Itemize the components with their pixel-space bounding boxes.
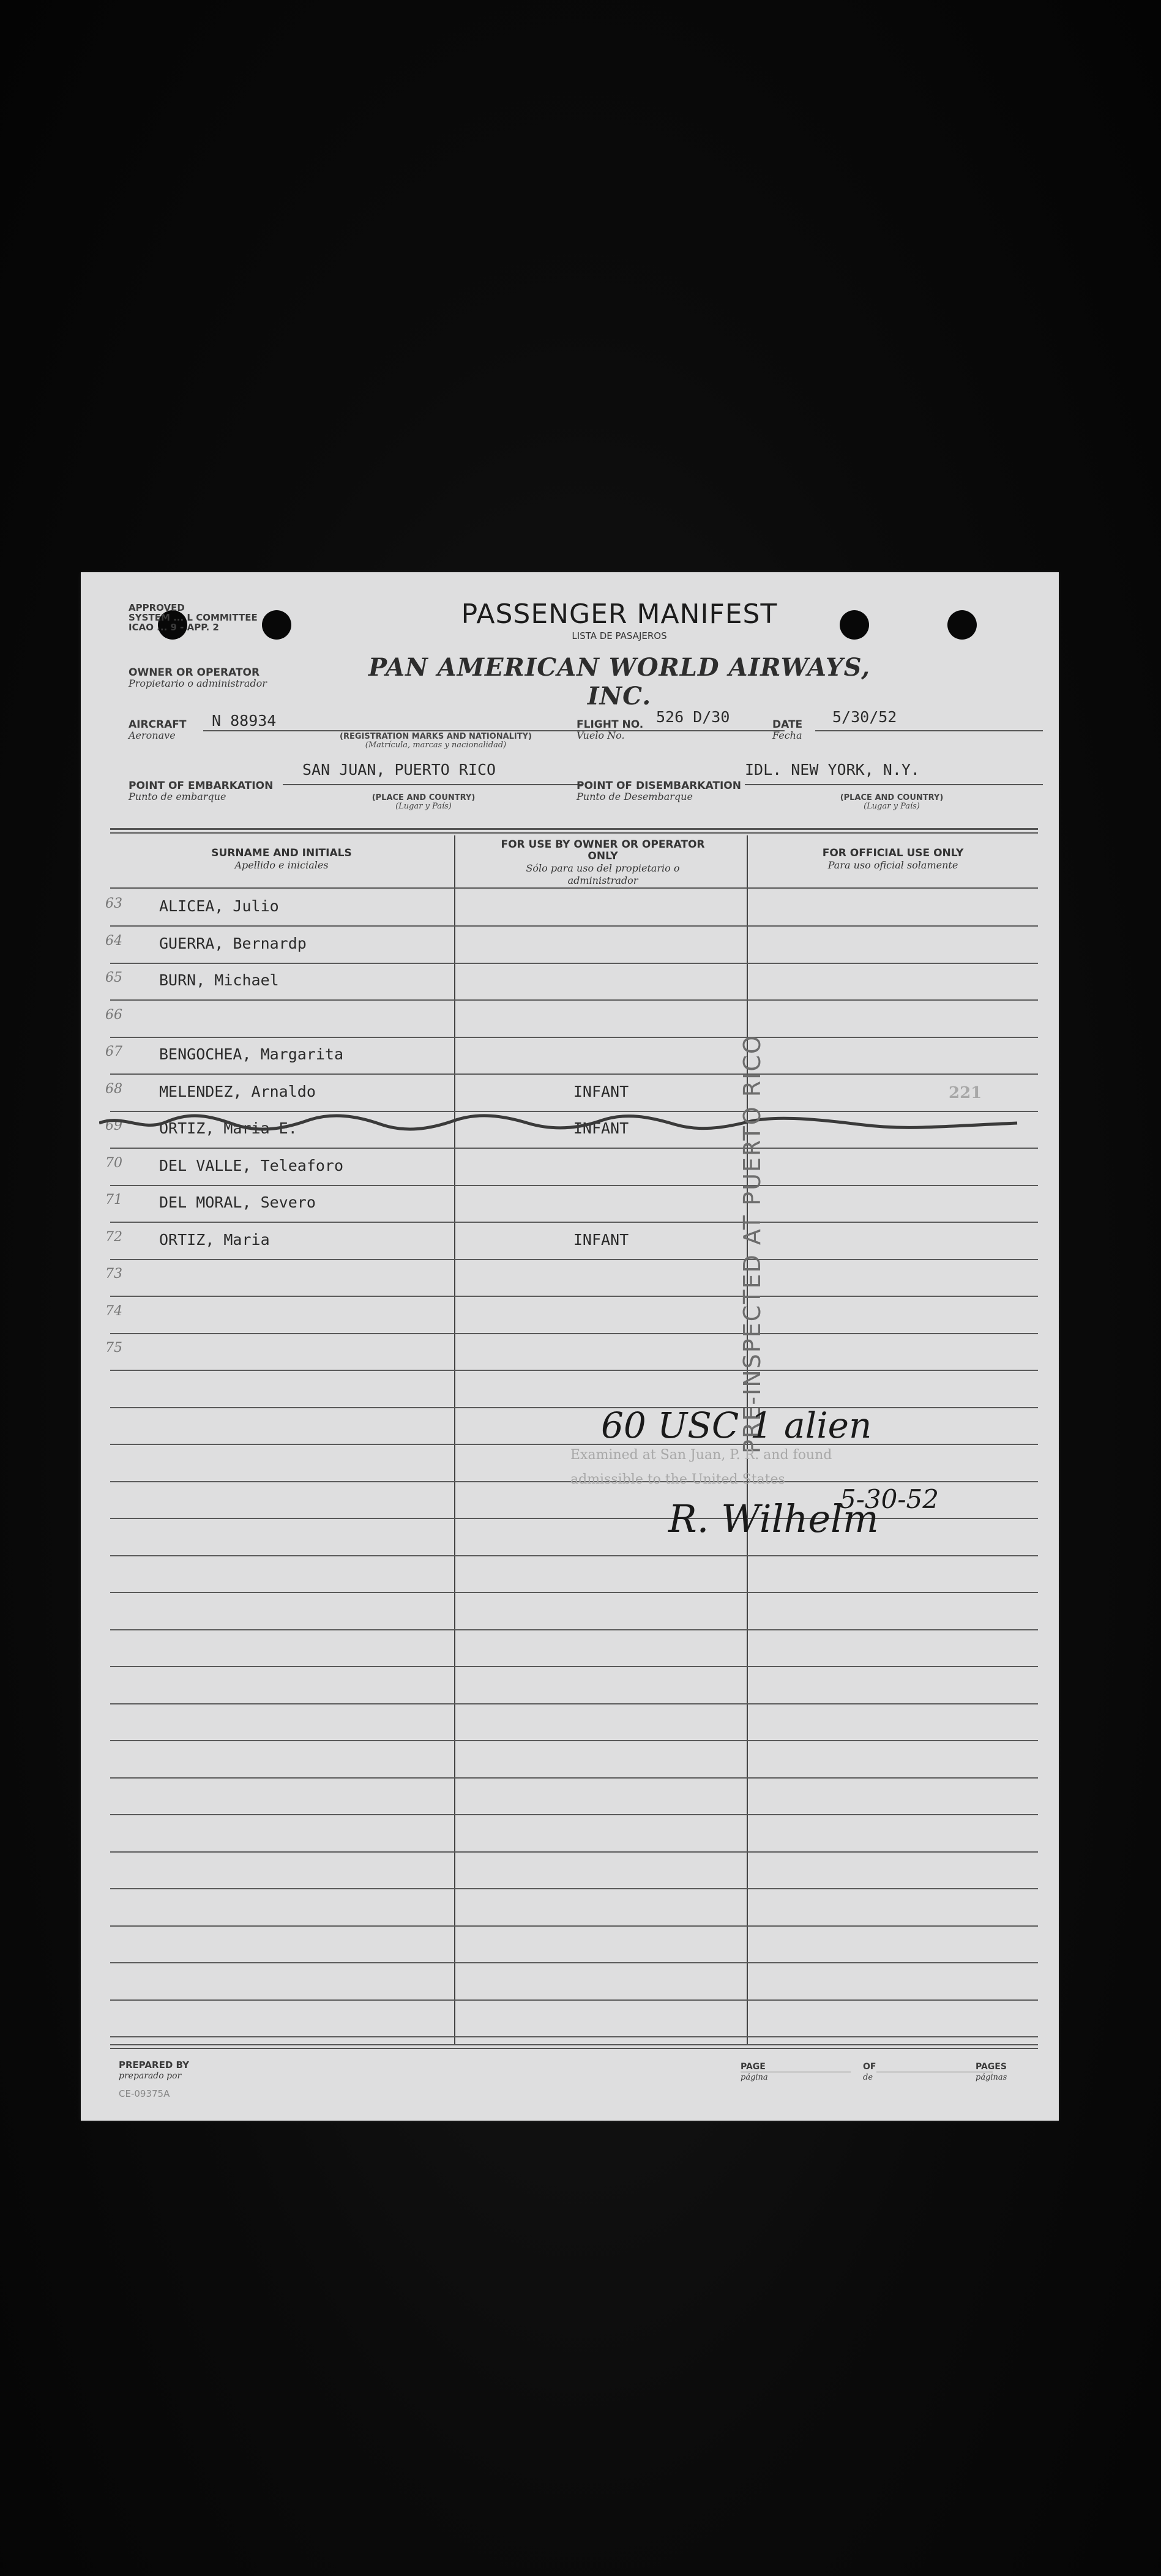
table-row xyxy=(110,1370,1038,1408)
passenger-name: BURN, Michael xyxy=(159,971,279,989)
aircraft-number: N 88934 xyxy=(212,712,277,730)
table-row xyxy=(110,1999,1038,2037)
page-subtitle: LISTA DE PASAJEROS xyxy=(572,630,667,641)
owner-name: PAN AMERICAN WORLD AIRWAYS, INC. xyxy=(368,653,870,711)
flight-number: 526 D/30 xyxy=(656,708,730,726)
passenger-remark: INFANT xyxy=(573,1082,629,1100)
row-number: 63 xyxy=(105,896,122,911)
page-label: PAGE página xyxy=(741,2062,768,2082)
official-faint-number: 221 xyxy=(949,1084,982,1102)
footer-top-line xyxy=(110,2044,1038,2045)
prepared-by-label: PREPARED BY preparado por xyxy=(119,2059,189,2081)
table-row xyxy=(110,1555,1038,1593)
col-official-header: FOR OFFICIAL USE ONLY Para uso oficial solamente xyxy=(822,847,964,871)
of-label: OF de xyxy=(863,2062,876,2082)
aircraft-label: AIRCRAFT Aeronave xyxy=(129,719,187,741)
table-row xyxy=(105,1222,1038,1260)
row-number: 68 xyxy=(105,1081,122,1097)
embarkation-underline xyxy=(283,784,583,785)
table-row xyxy=(105,889,1038,927)
handwritten-signature: R. Wilhelm xyxy=(668,1496,879,1541)
row-number: 74 xyxy=(105,1303,122,1319)
passenger-name: GUERRA, Bernardp xyxy=(159,934,307,952)
row-number: 70 xyxy=(105,1155,122,1171)
embarkation-value: SAN JUAN, PUERTO RICO xyxy=(302,761,496,778)
owner-label: OWNER OR OPERATOR Propietario o administrador xyxy=(129,666,267,689)
table-row xyxy=(110,1777,1038,1815)
passenger-name: MELENDEZ, Arnaldo xyxy=(159,1082,316,1100)
embarkation-place-caption: (PLACE AND COUNTRY) (Lugar y País) xyxy=(371,793,476,811)
table-row xyxy=(105,1296,1038,1334)
embarkation-label: POINT OF EMBARKATION Punto de embarque xyxy=(129,780,274,802)
passenger-name: ORTIZ, Maria E. xyxy=(159,1119,297,1137)
footer-top-line-2 xyxy=(110,2048,1038,2049)
passenger-remark: INFANT xyxy=(573,1230,629,1249)
table-row xyxy=(110,1741,1038,1779)
table-row xyxy=(110,1407,1038,1445)
disembarkation-place-caption: (PLACE AND COUNTRY) (Lugar y País) xyxy=(840,793,944,811)
table-row xyxy=(110,1592,1038,1630)
table-row xyxy=(110,1629,1038,1667)
page-title: PASSENGER MANIFEST xyxy=(461,599,778,630)
row-number: 71 xyxy=(105,1192,122,1208)
row-number: 67 xyxy=(105,1044,122,1059)
passenger-remark: INFANT xyxy=(573,1119,629,1137)
disembarkation-underline xyxy=(745,784,1043,785)
table-row xyxy=(105,1185,1038,1223)
table-row xyxy=(110,1851,1038,1889)
handwritten-date: 5-30-52 xyxy=(840,1484,939,1514)
passenger-name: DEL MORAL, Severo xyxy=(159,1193,316,1211)
row-number: 72 xyxy=(105,1229,122,1245)
passenger-table xyxy=(105,835,1038,2044)
table-row xyxy=(110,1815,1038,1853)
table-row xyxy=(110,1963,1038,2001)
registration-caption: (REGISTRATION MARKS AND NATIONALITY) (Matrícula, marcas y nacionalidad) xyxy=(340,732,532,750)
date-underline xyxy=(815,730,1043,731)
flight-underline xyxy=(650,730,785,731)
table-row xyxy=(110,1703,1038,1741)
col-owner-header: FOR USE BY OWNER OR OPERATOR ONLY Sólo para uso del propietario o administrador xyxy=(501,838,705,886)
table-row xyxy=(110,1889,1038,1927)
table-header xyxy=(110,835,1038,887)
manifest-sheet xyxy=(81,572,1059,2121)
table-row xyxy=(110,1925,1038,1963)
punch-hole-icon xyxy=(947,610,977,640)
table-row xyxy=(110,1667,1038,1704)
table-row xyxy=(105,1148,1038,1186)
row-number: 69 xyxy=(105,1118,122,1133)
table-row xyxy=(105,926,1038,964)
pre-inspected-stamp: PRE-INSPECTED AT PUERTO RICO xyxy=(739,1034,766,1454)
form-number: CE-09375A xyxy=(119,2088,170,2099)
date-label: DATE Fecha xyxy=(772,719,803,741)
passenger-name: DEL VALLE, Teleaforo xyxy=(159,1156,344,1174)
pages-label: PAGES páginas xyxy=(976,2062,1007,2082)
disembarkation-value: IDL. NEW YORK, N.Y. xyxy=(745,761,920,778)
table-row xyxy=(110,1518,1038,1556)
table-row xyxy=(105,1000,1038,1038)
row-number: 73 xyxy=(105,1266,122,1282)
flight-label: FLIGHT NO. Vuelo No. xyxy=(577,719,644,741)
approval-block: APPROVED SYSTEM ... L COMMITTEE ICAO ... 9 - APP. 2 xyxy=(129,602,258,633)
col-surname-header: SURNAME AND INITIALS Apellido e iniciales xyxy=(211,847,352,871)
passenger-name: ORTIZ, Maria xyxy=(159,1230,270,1249)
row-number: 64 xyxy=(105,933,122,949)
examined-stamp-line-1: Examined at San Juan, P. R. and found xyxy=(570,1447,832,1463)
disembarkation-label: POINT OF DISEMBARKATION Punto de Desembarque xyxy=(577,780,741,802)
table-row xyxy=(105,1333,1038,1371)
header-divider xyxy=(110,828,1038,830)
row-number: 65 xyxy=(105,970,122,985)
header-divider-2 xyxy=(110,832,1038,834)
handwritten-note: 60 USC 1 alien xyxy=(601,1405,872,1446)
passenger-name: ALICEA, Julio xyxy=(159,897,279,915)
row-number: 66 xyxy=(105,1007,122,1023)
punch-hole-icon xyxy=(262,610,291,640)
strikethrough-scribble xyxy=(99,1111,1029,1135)
passenger-name: BENGOCHEA, Margarita xyxy=(159,1045,344,1063)
date-value: 5/30/52 xyxy=(832,708,897,726)
table-row xyxy=(105,1259,1038,1297)
examined-stamp-line-2: admissible to the United States xyxy=(570,1472,785,1487)
table-row xyxy=(105,1074,1038,1112)
table-row xyxy=(105,963,1038,1001)
table-row xyxy=(105,1037,1038,1075)
punch-hole-icon xyxy=(840,610,869,640)
row-number: 75 xyxy=(105,1340,122,1356)
